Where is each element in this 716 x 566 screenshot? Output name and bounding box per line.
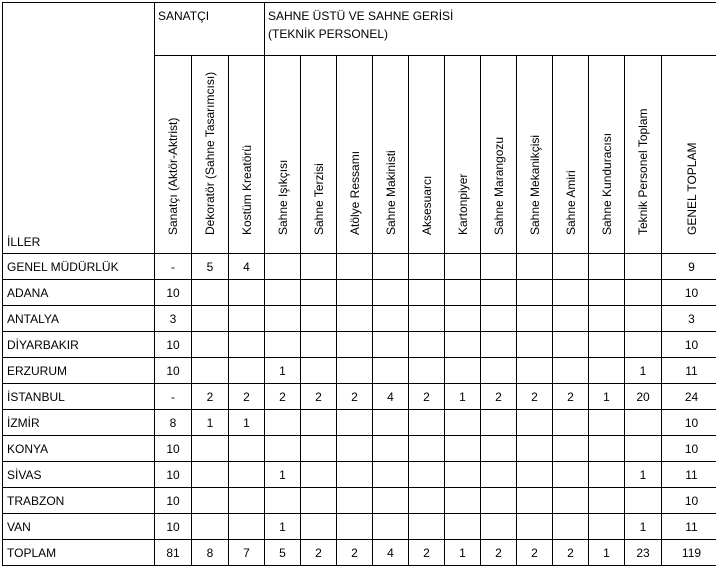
value-cell: 3 bbox=[155, 306, 192, 332]
value-cell: 3 bbox=[662, 306, 716, 332]
column-header-label: Sahne Makinisti bbox=[384, 150, 398, 235]
value-cell bbox=[517, 280, 553, 306]
value-cell bbox=[553, 462, 589, 488]
value-cell bbox=[553, 410, 589, 436]
value-cell: 11 bbox=[662, 514, 716, 540]
value-cell bbox=[337, 280, 373, 306]
column-header-wrap bbox=[373, 56, 408, 253]
value-cell bbox=[553, 332, 589, 358]
column-header-wrap bbox=[481, 56, 516, 253]
table-row bbox=[3, 488, 716, 514]
value-cell bbox=[625, 436, 662, 462]
value-cell bbox=[301, 514, 337, 540]
value-cell bbox=[409, 488, 445, 514]
column-header bbox=[517, 56, 553, 254]
value-cell bbox=[409, 462, 445, 488]
value-cell bbox=[625, 488, 662, 514]
value-cell: 1 bbox=[445, 384, 481, 410]
column-header-label: Sanatçı (Aktör-Aktrist) bbox=[166, 118, 180, 235]
value-cell bbox=[373, 280, 409, 306]
value-cell bbox=[337, 306, 373, 332]
value-cell bbox=[625, 306, 662, 332]
column-header bbox=[625, 56, 662, 254]
value-cell bbox=[373, 410, 409, 436]
value-cell bbox=[481, 462, 517, 488]
value-cell bbox=[445, 436, 481, 462]
value-cell bbox=[409, 514, 445, 540]
value-cell bbox=[517, 436, 553, 462]
city-cell: ADANA bbox=[3, 280, 155, 306]
city-cell: ANTALYA bbox=[3, 306, 155, 332]
value-cell: 2 bbox=[553, 384, 589, 410]
value-cell: 10 bbox=[155, 358, 192, 384]
value-cell: 2 bbox=[517, 384, 553, 410]
value-cell bbox=[337, 488, 373, 514]
value-cell bbox=[409, 358, 445, 384]
value-cell: 10 bbox=[155, 514, 192, 540]
value-cell bbox=[301, 254, 337, 280]
value-cell bbox=[625, 332, 662, 358]
column-header-label: Kartonpiyer bbox=[456, 174, 470, 235]
value-cell bbox=[517, 514, 553, 540]
value-cell: 2 bbox=[481, 540, 517, 566]
value-cell bbox=[373, 332, 409, 358]
column-header bbox=[662, 56, 716, 254]
value-cell bbox=[192, 436, 229, 462]
value-cell bbox=[589, 462, 625, 488]
value-cell bbox=[301, 280, 337, 306]
value-cell bbox=[517, 306, 553, 332]
column-header-wrap bbox=[337, 56, 372, 253]
column-header bbox=[553, 56, 589, 254]
value-cell bbox=[337, 358, 373, 384]
value-cell: 10 bbox=[155, 488, 192, 514]
value-cell: 2 bbox=[409, 384, 445, 410]
value-cell bbox=[192, 462, 229, 488]
column-header-label: Kostüm Kreatörü bbox=[240, 145, 254, 235]
column-header-wrap bbox=[662, 56, 716, 253]
value-cell bbox=[517, 462, 553, 488]
value-cell: 1 bbox=[589, 384, 625, 410]
value-cell: 1 bbox=[445, 540, 481, 566]
value-cell bbox=[553, 358, 589, 384]
value-cell bbox=[373, 436, 409, 462]
column-header-label: Sahne Işıkçısı bbox=[276, 160, 290, 235]
value-cell: 1 bbox=[589, 540, 625, 566]
value-cell: 1 bbox=[625, 514, 662, 540]
value-cell bbox=[301, 488, 337, 514]
value-cell bbox=[373, 488, 409, 514]
value-cell bbox=[553, 280, 589, 306]
column-header-wrap bbox=[409, 56, 444, 253]
value-cell bbox=[192, 306, 229, 332]
value-cell bbox=[229, 332, 265, 358]
value-cell bbox=[373, 514, 409, 540]
column-header-label: Teknik Personel Toplam bbox=[636, 108, 650, 235]
value-cell bbox=[229, 280, 265, 306]
value-cell: 10 bbox=[155, 332, 192, 358]
column-header-wrap bbox=[265, 56, 300, 253]
table-row bbox=[3, 540, 716, 566]
column-header bbox=[229, 56, 265, 254]
value-cell: 10 bbox=[662, 280, 716, 306]
column-header-wrap bbox=[517, 56, 552, 253]
technical-group-header bbox=[265, 3, 716, 56]
city-cell: ERZURUM bbox=[3, 358, 155, 384]
column-header-wrap bbox=[589, 56, 624, 253]
value-cell bbox=[192, 332, 229, 358]
column-header bbox=[589, 56, 625, 254]
city-cell: KONYA bbox=[3, 436, 155, 462]
city-cell: TOPLAM bbox=[3, 540, 155, 566]
value-cell bbox=[553, 488, 589, 514]
city-cell: İSTANBUL bbox=[3, 384, 155, 410]
table-row bbox=[3, 332, 716, 358]
table-row bbox=[3, 384, 716, 410]
value-cell bbox=[625, 410, 662, 436]
city-cell: SİVAS bbox=[3, 462, 155, 488]
cities-header: İLLER bbox=[3, 3, 155, 254]
value-cell: 11 bbox=[662, 358, 716, 384]
value-cell bbox=[553, 306, 589, 332]
value-cell bbox=[265, 306, 301, 332]
value-cell bbox=[445, 280, 481, 306]
value-cell bbox=[517, 410, 553, 436]
column-header bbox=[265, 56, 301, 254]
column-header-wrap bbox=[301, 56, 336, 253]
value-cell: 1 bbox=[265, 514, 301, 540]
column-header-label: Dekoratör (Sahne Tasarımcısı) bbox=[203, 72, 217, 235]
value-cell: 10 bbox=[155, 280, 192, 306]
column-header-wrap bbox=[192, 56, 228, 253]
value-cell bbox=[265, 280, 301, 306]
value-cell: 23 bbox=[625, 540, 662, 566]
table-row bbox=[3, 514, 716, 540]
value-cell bbox=[409, 306, 445, 332]
value-cell bbox=[589, 436, 625, 462]
value-cell: 119 bbox=[662, 540, 716, 566]
value-cell bbox=[517, 488, 553, 514]
column-header-wrap bbox=[625, 56, 661, 253]
value-cell: 2 bbox=[337, 540, 373, 566]
value-cell bbox=[265, 436, 301, 462]
value-cell bbox=[481, 254, 517, 280]
value-cell bbox=[589, 358, 625, 384]
value-cell bbox=[589, 280, 625, 306]
value-cell bbox=[445, 462, 481, 488]
value-cell bbox=[409, 254, 445, 280]
value-cell bbox=[517, 254, 553, 280]
value-cell: 24 bbox=[662, 384, 716, 410]
value-cell bbox=[445, 358, 481, 384]
table-row bbox=[3, 358, 716, 384]
table-row bbox=[3, 280, 716, 306]
value-cell bbox=[337, 332, 373, 358]
value-cell bbox=[409, 332, 445, 358]
value-cell bbox=[229, 306, 265, 332]
value-cell bbox=[229, 462, 265, 488]
value-cell bbox=[265, 254, 301, 280]
value-cell: 1 bbox=[625, 358, 662, 384]
value-cell bbox=[481, 358, 517, 384]
value-cell: 10 bbox=[662, 436, 716, 462]
value-cell bbox=[409, 280, 445, 306]
value-cell: - bbox=[155, 384, 192, 410]
value-cell bbox=[301, 358, 337, 384]
value-cell bbox=[229, 514, 265, 540]
value-cell bbox=[445, 306, 481, 332]
value-cell: 10 bbox=[662, 488, 716, 514]
value-cell bbox=[553, 436, 589, 462]
column-header-label: GENEL TOPLAM bbox=[685, 143, 699, 235]
value-cell bbox=[373, 254, 409, 280]
value-cell bbox=[337, 436, 373, 462]
value-cell bbox=[373, 306, 409, 332]
value-cell bbox=[589, 488, 625, 514]
column-header bbox=[301, 56, 337, 254]
column-header-label: Aksesuarcı bbox=[420, 176, 434, 235]
value-cell bbox=[553, 514, 589, 540]
value-cell: 2 bbox=[229, 384, 265, 410]
value-cell: 10 bbox=[662, 332, 716, 358]
value-cell bbox=[337, 514, 373, 540]
city-cell: TRABZON bbox=[3, 488, 155, 514]
value-cell bbox=[445, 514, 481, 540]
value-cell: 4 bbox=[373, 384, 409, 410]
value-cell bbox=[517, 358, 553, 384]
value-cell: 8 bbox=[155, 410, 192, 436]
value-cell bbox=[192, 488, 229, 514]
column-header-label: Sahne Mekanikçisi bbox=[528, 135, 542, 235]
column-header-wrap bbox=[155, 56, 191, 253]
value-cell bbox=[337, 410, 373, 436]
value-cell: 5 bbox=[265, 540, 301, 566]
value-cell bbox=[301, 436, 337, 462]
artist-group-header bbox=[155, 3, 265, 56]
city-cell: DİYARBAKIR bbox=[3, 332, 155, 358]
value-cell bbox=[625, 254, 662, 280]
column-header-label: Atölye Ressamı bbox=[348, 151, 362, 235]
value-cell bbox=[192, 514, 229, 540]
value-cell: 2 bbox=[301, 384, 337, 410]
value-cell bbox=[445, 254, 481, 280]
value-cell bbox=[553, 254, 589, 280]
value-cell: 9 bbox=[662, 254, 716, 280]
column-header-wrap bbox=[553, 56, 588, 253]
value-cell bbox=[301, 410, 337, 436]
column-header bbox=[373, 56, 409, 254]
column-header bbox=[409, 56, 445, 254]
value-cell: 2 bbox=[553, 540, 589, 566]
value-cell bbox=[265, 410, 301, 436]
column-header-label: Sahne Amiri bbox=[564, 170, 578, 235]
table-row bbox=[3, 306, 716, 332]
value-cell bbox=[481, 436, 517, 462]
table-row bbox=[3, 410, 716, 436]
value-cell: 7 bbox=[229, 540, 265, 566]
city-cell: GENEL MÜDÜRLÜK bbox=[3, 254, 155, 280]
column-header bbox=[155, 56, 192, 254]
value-cell bbox=[337, 462, 373, 488]
table-row bbox=[3, 462, 716, 488]
value-cell: 8 bbox=[192, 540, 229, 566]
value-cell bbox=[445, 332, 481, 358]
value-cell: 11 bbox=[662, 462, 716, 488]
value-cell: 2 bbox=[265, 384, 301, 410]
value-cell bbox=[409, 436, 445, 462]
value-cell: 10 bbox=[662, 410, 716, 436]
value-cell: - bbox=[155, 254, 192, 280]
value-cell: 1 bbox=[625, 462, 662, 488]
value-cell: 81 bbox=[155, 540, 192, 566]
table-body bbox=[3, 254, 716, 566]
value-cell bbox=[625, 280, 662, 306]
value-cell bbox=[301, 306, 337, 332]
value-cell bbox=[481, 488, 517, 514]
value-cell bbox=[517, 332, 553, 358]
value-cell bbox=[265, 332, 301, 358]
value-cell bbox=[229, 488, 265, 514]
value-cell: 2 bbox=[481, 384, 517, 410]
technical-group-label-line2: (TEKNİK PERSONEL) bbox=[268, 27, 388, 41]
column-header bbox=[337, 56, 373, 254]
artist-group-label: SANATÇI bbox=[158, 9, 209, 23]
value-cell: 1 bbox=[265, 462, 301, 488]
personnel-table bbox=[2, 2, 716, 566]
value-cell bbox=[301, 462, 337, 488]
value-cell bbox=[192, 280, 229, 306]
value-cell bbox=[481, 280, 517, 306]
value-cell: 2 bbox=[301, 540, 337, 566]
value-cell bbox=[373, 462, 409, 488]
value-cell bbox=[337, 254, 373, 280]
value-cell bbox=[192, 358, 229, 384]
value-cell: 10 bbox=[155, 436, 192, 462]
value-cell: 2 bbox=[192, 384, 229, 410]
value-cell: 1 bbox=[192, 410, 229, 436]
value-cell bbox=[481, 332, 517, 358]
value-cell bbox=[373, 358, 409, 384]
value-cell: 4 bbox=[373, 540, 409, 566]
value-cell: 2 bbox=[337, 384, 373, 410]
value-cell: 1 bbox=[265, 358, 301, 384]
column-header bbox=[445, 56, 481, 254]
technical-group-label-line1: SAHNE ÜSTÜ VE SAHNE GERİSİ bbox=[268, 9, 453, 23]
value-cell bbox=[265, 488, 301, 514]
value-cell bbox=[589, 410, 625, 436]
column-header-wrap bbox=[445, 56, 480, 253]
value-cell bbox=[589, 514, 625, 540]
value-cell bbox=[589, 254, 625, 280]
column-header-label: Sahne Kunduracısı bbox=[600, 133, 614, 235]
group-header-row bbox=[3, 3, 716, 56]
value-cell: 2 bbox=[517, 540, 553, 566]
value-cell bbox=[229, 358, 265, 384]
value-cell: 10 bbox=[155, 462, 192, 488]
value-cell bbox=[301, 332, 337, 358]
value-cell bbox=[229, 436, 265, 462]
table-row bbox=[3, 436, 716, 462]
column-header-label: Sahne Terzisi bbox=[312, 163, 326, 235]
table-row bbox=[3, 254, 716, 280]
value-cell bbox=[589, 332, 625, 358]
value-cell bbox=[481, 306, 517, 332]
column-header bbox=[192, 56, 229, 254]
value-cell bbox=[445, 410, 481, 436]
value-cell: 2 bbox=[409, 540, 445, 566]
value-cell bbox=[481, 514, 517, 540]
value-cell: 1 bbox=[229, 410, 265, 436]
value-cell bbox=[481, 410, 517, 436]
city-cell: VAN bbox=[3, 514, 155, 540]
value-cell: 5 bbox=[192, 254, 229, 280]
city-cell: İZMİR bbox=[3, 410, 155, 436]
value-cell bbox=[445, 488, 481, 514]
value-cell: 20 bbox=[625, 384, 662, 410]
column-header-label: Sahne Marangozu bbox=[492, 137, 506, 235]
value-cell bbox=[589, 306, 625, 332]
column-header bbox=[481, 56, 517, 254]
column-header-wrap bbox=[229, 56, 264, 253]
value-cell: 4 bbox=[229, 254, 265, 280]
value-cell bbox=[409, 410, 445, 436]
